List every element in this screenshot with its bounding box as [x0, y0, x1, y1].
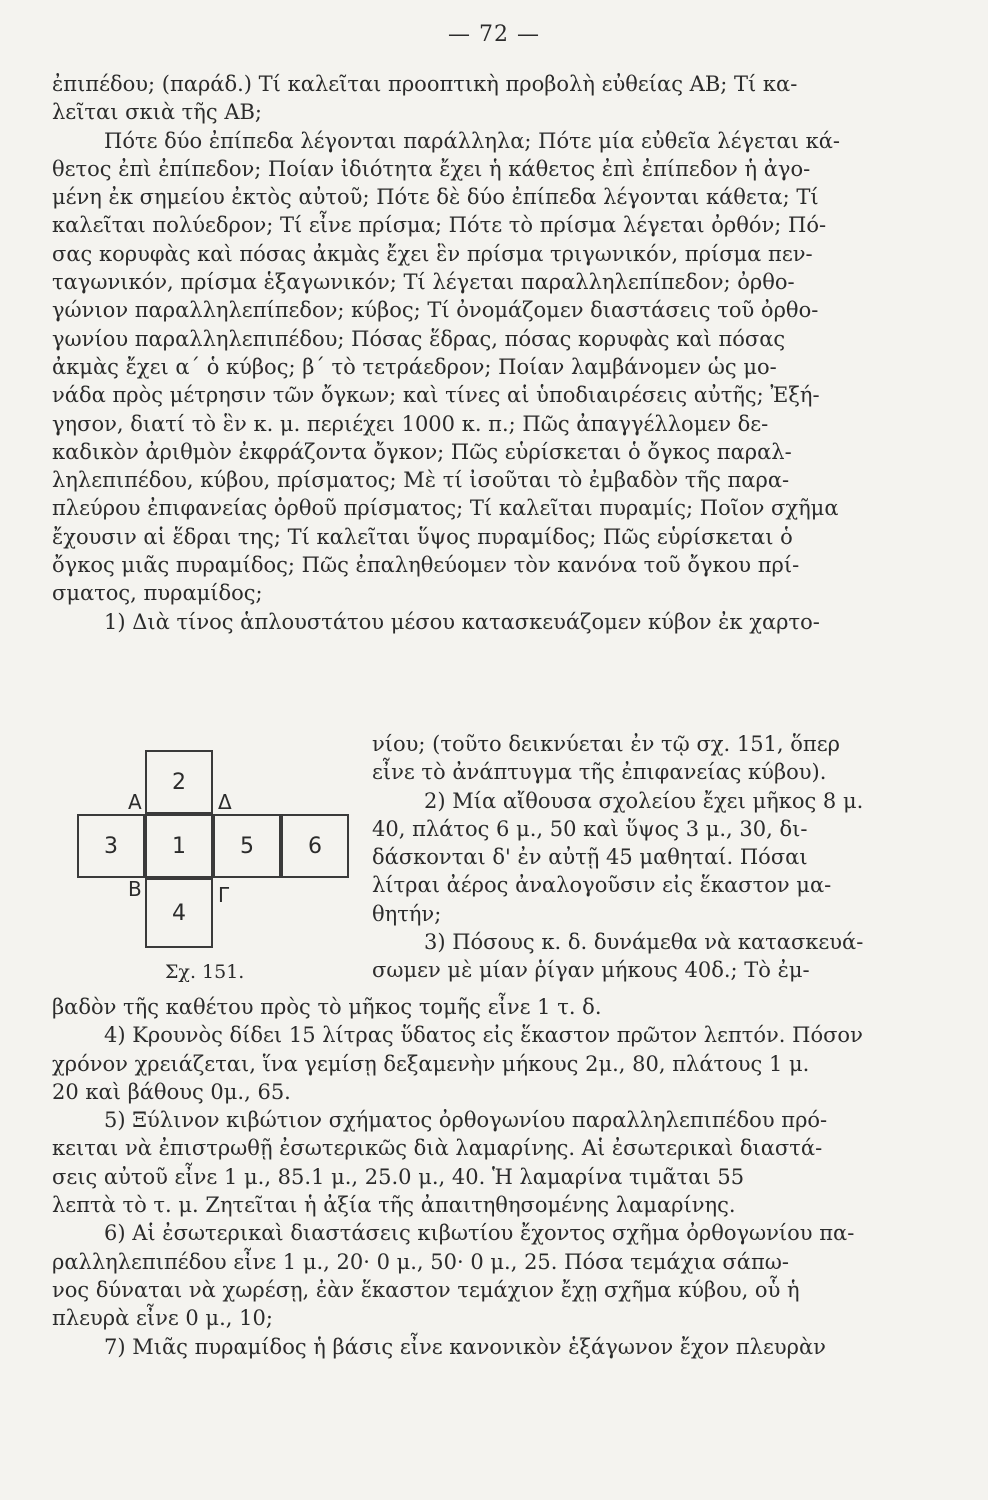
intro-text [52, 70, 910, 636]
text-line: ἔχουσιν αἱ ἕδραι της; Τί καλεῖται ὕψος πυραμίδος; Πῶς εὑρίσκεται ὁ [52, 524, 793, 549]
text-line: 4) Κρουνὸς δίδει 15 λίτρας ὕδατος εἰς ἕκαστον πρῶτον λεπτόν. Πόσον [104, 1023, 863, 1048]
vertex-label-A: Α [128, 790, 142, 814]
text-line: βαδὸν τῆς καθέτου πρὸς τὸ μῆκος τομῆς εἶνε 1 τ. δ. [52, 995, 602, 1019]
text-line: ὄγκος μιᾶς πυραμίδος; Πῶς ἐπαληθεύομεν τὸν κανόνα τοῦ ὄγκου πρί- [52, 553, 800, 578]
text-line: πλευρὰ εἶνε 0 μ., 10; [52, 1306, 273, 1331]
vertex-label-G: Γ [218, 883, 230, 907]
text-line: ἀκμὰς ἔχει α΄ ὁ κύβος; β΄ τὸ τετράεδρον; Ποίαν λαμβάνομεν ὡς μο- [52, 354, 777, 379]
cube-net-figure [70, 745, 370, 995]
figure-caption: Σχ. 151. [165, 961, 245, 983]
net-cell-2: 2 [145, 750, 213, 814]
text-line: θετος ἐπὶ ἐπίπεδον; Ποίαν ἰδιότητα ἔχει ἡ κάθετος ἐπὶ ἐπίπεδον ἡ ἀγο- [52, 156, 811, 181]
text-line: δάσκονται δ' ἐν αὐτῇ 45 μαθηταί. Πόσαι [372, 845, 808, 870]
text-line: λεῖται σκιὰ τῆς ΑΒ; [52, 100, 262, 125]
text-line: νος δύναται νὰ χωρέσῃ, ἐὰν ἕκαστον τεμάχιον ἔχῃ σχῆμα κύβου, οὗ ἡ [52, 1277, 800, 1302]
text-line: ραλληλεπιπέδου εἶνε 1 μ., 20· 0 μ., 50· 0 μ., 25. Πόσα τεμάχια σάπω- [52, 1249, 789, 1274]
text-line: ληλεπιπέδου, κύβου, πρίσματος; Μὲ τί ἰσοῦται τὸ ἐμβαδὸν τῆς παρα- [52, 468, 790, 493]
text-line: 1) Διὰ τίνος ἁπλουστάτου μέσου κατασκευάζομεν κύβον ἐκ χαρτο- [104, 609, 820, 634]
vertex-label-B: Β [128, 877, 142, 901]
text-line: 20 καὶ βάθους 0μ., 65. [52, 1079, 291, 1104]
text-line: ἐπιπέδου; (παράδ.) Τί καλεῖται προοπτικὴ προβολὴ εὐθείας ΑΒ; Τί κα- [52, 72, 798, 96]
net-cell-1: 1 [145, 814, 213, 878]
text-line: νάδα πρὸς μέτρησιν τῶν ὄγκων; καὶ τίνες αἱ ὑποδιαιρέσεις αὐτῆς; Ἐξή- [52, 383, 820, 408]
text-line: καλεῖται πολύεδρον; Τί εἶνε πρίσμα; Πότε τὸ πρίσμα λέγεται ὀρθόν; Πό- [52, 213, 827, 238]
outro-text [52, 993, 910, 1361]
text-line: 7) Μιᾶς πυραμίδος ἡ βάσις εἶνε κανονικὸν ἑξάγωνον ἔχον πλευρὰν [104, 1334, 826, 1359]
text-line: εἶνε τὸ ἀνάπτυγμα τῆς ἐπιφανείας κύβου). [372, 760, 827, 785]
net-cell-5: 5 [213, 814, 281, 878]
text-line: πλεύρου ἐπιφανείας ὀρθοῦ πρίσματος; Τί καλεῖται πυραμίς; Ποῖον σχῆμα [52, 496, 839, 521]
text-line: λεπτὰ τὸ τ. μ. Ζητεῖται ἡ ἀξία τῆς ἀπαιτηθησομένης λαμαρίνης. [52, 1193, 736, 1218]
text-line: λίτραι ἀέρος ἀναλογοῦσιν εἰς ἕκαστον μα- [372, 873, 832, 898]
text-line: Πότε δύο ἐπίπεδα λέγονται παράλληλα; Πότε μία εὐθεῖα λέγεται κά- [104, 128, 841, 153]
text-line: ταγωνικόν, πρίσμα ἑξαγωνικόν; Τί λέγεται παραλληλεπίπεδον; ὀρθο- [52, 270, 795, 295]
page-number: — 72 — [448, 22, 540, 47]
text-line: γωνίου παραλληλεπιπέδου; Πόσας ἕδρας, πόσας κορυφὰς καὶ πόσας [52, 326, 786, 351]
text-line: 40, πλάτος 6 μ., 50 καὶ ὕψος 3 μ., 30, δι- [372, 816, 808, 841]
text-line: σεις αὐτοῦ εἶνε 1 μ., 85.1 μ., 25.0 μ., 40. Ἡ λαμαρίνα τιμᾶται 55 [52, 1164, 745, 1189]
net-cell-3: 3 [77, 814, 145, 878]
net-cell-4: 4 [145, 878, 213, 948]
text-line: 2) Μία αἴθουσα σχολείου ἔχει μῆκος 8 μ. [424, 788, 864, 813]
text-line: μένη ἐκ σημείου ἐκτὸς αὐτοῦ; Πότε δὲ δύο ἐπίπεδα λέγονται κάθετα; Τί [52, 185, 819, 210]
text-line: σωμεν μὲ μίαν ῥίγαν μήκους 40δ.; Τὸ ἐμ- [372, 958, 810, 983]
text-line: 6) Αἱ ἐσωτερικαὶ διαστάσεις κιβωτίου ἔχοντος σχῆμα ὀρθογωνίου πα- [104, 1221, 855, 1246]
text-line: σας κορυφὰς καὶ πόσας ἀκμὰς ἔχει ἓν πρίσμα τριγωνικόν, πρίσμα πεν- [52, 241, 813, 266]
text-line: καδικὸν ἀριθμὸν ἐκφράζοντα ὄγκον; Πῶς εὑρίσκεται ὁ ὄγκος παραλ- [52, 439, 792, 464]
vertex-label-D: Δ [218, 790, 232, 814]
text-line: κειται νὰ ἐπιστρωθῇ ἐσωτερικῶς διὰ λαμαρίνης. Αἱ ἐσωτερικαὶ διαστά- [52, 1136, 823, 1161]
text-line: γώνιον παραλληλεπίπεδον; κύβος; Τί ὀνομάζομεν διαστάσεις τοῦ ὀρθο- [52, 298, 819, 323]
text-line: χρόνον χρειάζεται, ἵνα γεμίσῃ δεξαμενὴν μήκους 2μ., 80, πλάτους 1 μ. [52, 1051, 810, 1076]
text-line: 5) Ξύλινον κιβώτιον σχήματος ὀρθογωνίου παραλληλεπιπέδου πρό- [104, 1108, 828, 1133]
text-line: θητήν; [372, 901, 442, 926]
side-text [372, 730, 910, 985]
text-line: 3) Πόσους κ. δ. δυνάμεθα νὰ κατασκευά- [424, 930, 864, 955]
text-line: γησον, διατί τὸ ἓν κ. μ. περιέχει 1000 κ. π.; Πῶς ἀπαγγέλλομεν δε- [52, 411, 769, 436]
net-cell-6: 6 [281, 814, 349, 878]
text-line: σματος, πυραμίδος; [52, 581, 263, 606]
text-line: νίου; (τοῦτο δεικνύεται ἐν τῷ σχ. 151, ὅπερ [372, 732, 840, 756]
